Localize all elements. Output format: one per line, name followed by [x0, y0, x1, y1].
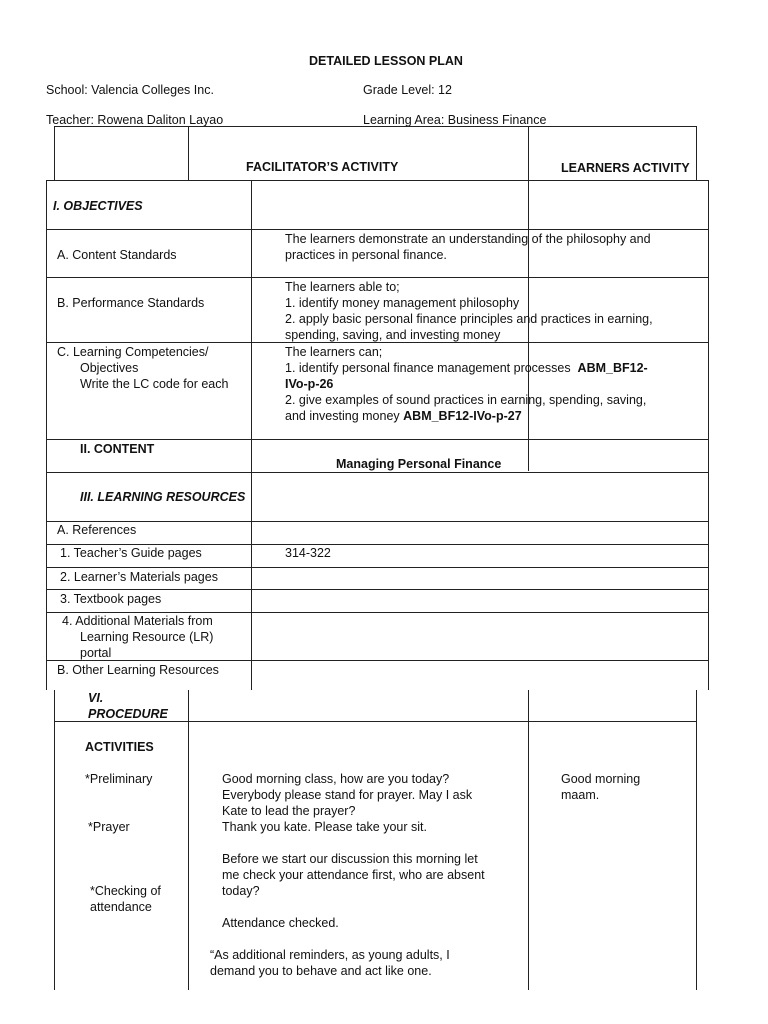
learners-materials-label: 2. Learner’s Materials pages: [60, 570, 218, 584]
learning-area-field: Learning Area: Business Finance: [363, 113, 547, 127]
textbook-label: 3. Textbook pages: [60, 592, 162, 606]
facilitator-reminder: “As additional reminders, as young adults, I demand you to behave and act like one.: [210, 948, 450, 978]
facilitator-greeting: Good morning class, how are you today? Everybody please stand for prayer. May I ask Kate to lead the prayer?: [222, 772, 473, 818]
checking-attendance-label: *Checking of attendance: [90, 884, 161, 914]
performance-standards-text: The learners able to; 1. identify money management philosophy 2. apply basic personal finance principles and practices in earning, spending, saving, and investing money: [285, 280, 653, 342]
performance-standards-label: B. Performance Standards: [57, 296, 205, 310]
activities-heading: ACTIVITIES: [85, 740, 154, 754]
preliminary-label: *Preliminary: [85, 772, 153, 786]
document-title: DETAILED LESSON PLAN: [309, 54, 463, 68]
content-standards-label: A. Content Standards: [57, 248, 177, 262]
additional-materials-label: 4. Additional Materials from Learning Resource (LR) portal: [62, 614, 214, 660]
grade-level-field: Grade Level: 12: [363, 83, 452, 97]
references-label: A. References: [57, 523, 137, 537]
teacher-field: Teacher: Rowena Daliton Layao: [46, 113, 224, 127]
content-heading: II. CONTENT: [80, 442, 155, 456]
content-standards-text: The learners demonstrate an understanding of the philosophy and practices in personal finance.: [285, 232, 651, 262]
procedure-heading: VI. PROCEDURE: [88, 691, 168, 721]
other-resources-label: B. Other Learning Resources: [57, 663, 219, 677]
competencies-text: The learners can; 1. identify personal finance management processes ABM_BF12- IVo-p-26 2. give examples of sound practices in earning, spending, saving, and investing money ABM_BF12-IVo-p-27: [285, 345, 648, 423]
facilitator-thanks: Thank you kate. Please take your sit.: [222, 820, 427, 834]
school-field: School: Valencia Colleges Inc.: [46, 83, 214, 97]
facilitator-attendance: Before we start our discussion this morning let me check your attendance first, who are absent today?: [222, 852, 485, 898]
content-value: Managing Personal Finance: [336, 457, 502, 471]
competencies-label: C. Learning Competencies/ Objectives Write the LC code for each: [57, 345, 229, 391]
teachers-guide-label: 1. Teacher’s Guide pages: [60, 546, 202, 560]
learning-resources-heading: III. LEARNING RESOURCES: [80, 490, 246, 504]
facilitator-attendance-checked: Attendance checked.: [222, 916, 339, 930]
objectives-heading: I. OBJECTIVES: [53, 199, 143, 213]
learners-response: Good morning maam.: [561, 772, 641, 802]
learners-activity-heading: LEARNERS ACTIVITY: [561, 161, 690, 175]
prayer-label: *Prayer: [88, 820, 130, 834]
teachers-guide-value: 314-322: [285, 546, 331, 560]
facilitator-activity-heading: FACILITATOR’S ACTIVITY: [246, 160, 399, 174]
